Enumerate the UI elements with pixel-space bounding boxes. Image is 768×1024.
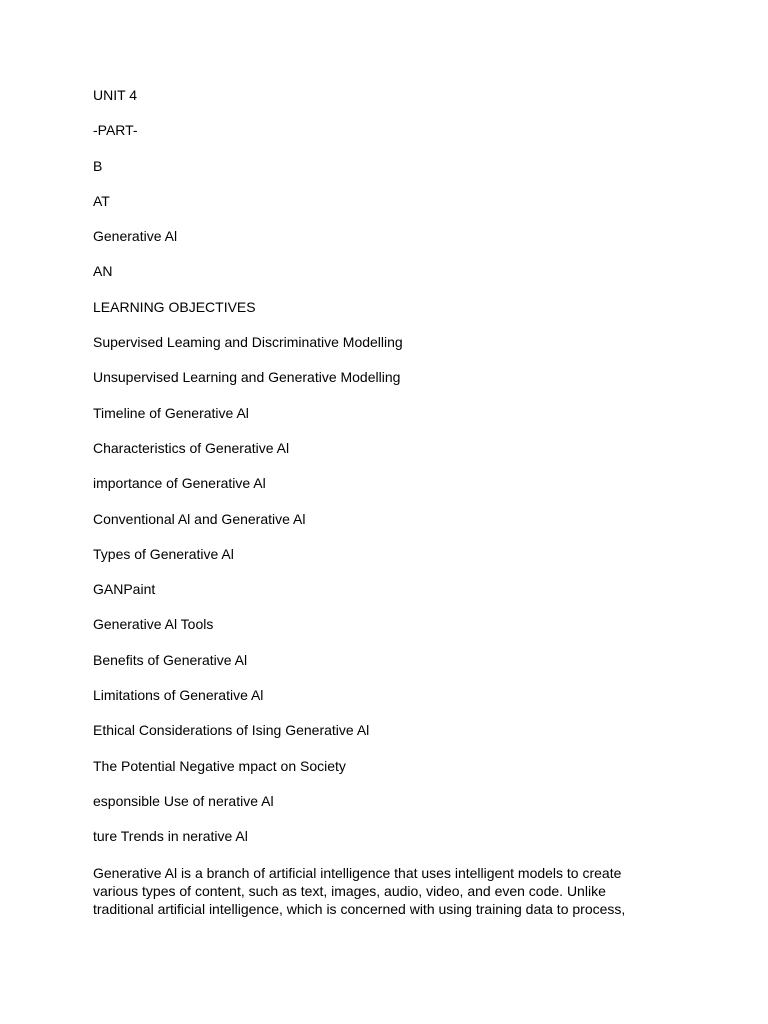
- objective-item: GANPaint: [93, 581, 156, 598]
- objective-item: Supervised Leaming and Discriminative Modelling: [93, 334, 403, 351]
- body-paragraph: Generative Al is a branch of artificial intelligence that uses intelligent models to create various types of content, such as text, images, audio, video, and even code. Unlike traditional artificial intelligence, which is concerned with using training data to process,: [93, 865, 626, 917]
- objective-item: importance of Generative Al: [93, 475, 266, 492]
- outline-list: [93, 86, 653, 863]
- objective-item: Ethical Considerations of Ising Generative Al: [93, 722, 370, 739]
- objective-item: Unsupervised Learning and Generative Modelling: [93, 369, 401, 386]
- objective-item: ture Trends in nerative Al: [93, 828, 248, 845]
- objective-item: Characteristics of Generative Al: [93, 439, 290, 456]
- objective-item: Types of Generative Al: [93, 545, 234, 562]
- objective-item: Limitations of Generative Al: [93, 687, 264, 704]
- objectives-heading: LEARNING OBJECTIVES: [93, 298, 256, 315]
- objective-item: Timeline of Generative Al: [93, 404, 249, 421]
- chapter-title: Generative Al: [93, 228, 178, 245]
- objective-item: esponsible Use of nerative Al: [93, 792, 274, 809]
- fragment-line: AT: [93, 192, 110, 209]
- objective-item: Generative Al Tools: [93, 616, 214, 633]
- fragment-line: AN: [93, 263, 113, 280]
- unit-heading: UNIT 4: [93, 87, 138, 103]
- part-heading: -PART-: [93, 122, 138, 139]
- objective-item: Benefits of Generative Al: [93, 651, 248, 668]
- part-letter: B: [93, 157, 103, 174]
- objective-item: The Potential Negative mpact on Society: [93, 757, 346, 774]
- objective-item: Conventional Al and Generative Al: [93, 510, 306, 527]
